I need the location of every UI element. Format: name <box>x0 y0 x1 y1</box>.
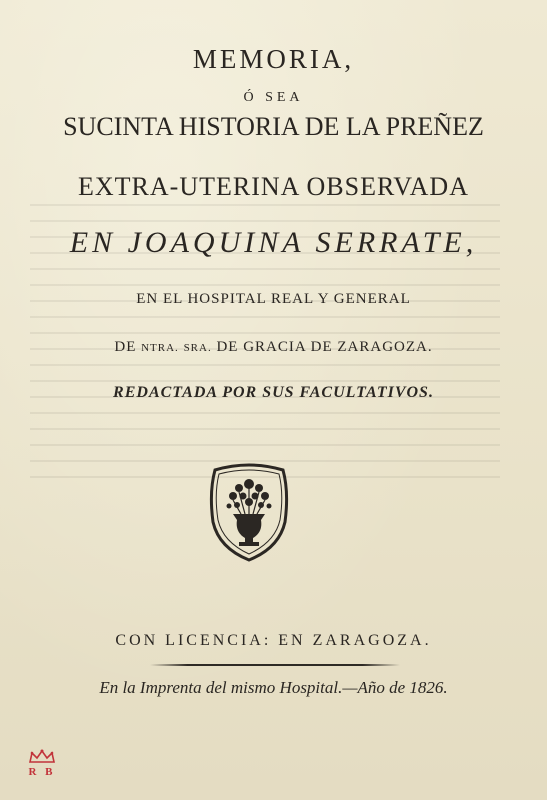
library-stamp <box>24 748 60 788</box>
abbr-sra: SRA. <box>183 342 212 354</box>
title-o-sea: Ó SEA <box>243 90 304 105</box>
title-memoria: MEMORIA, <box>192 44 355 74</box>
printer-line: En la Imprenta del mismo Hospital.—Año de 1826. <box>99 678 448 697</box>
flower-vase-emblem-icon <box>205 462 293 562</box>
title-sucinta-historia: SUCINTA HISTORIA DE LA PREÑEZ <box>63 112 484 141</box>
stamp-label: R B <box>28 766 56 778</box>
crown-icon <box>28 748 56 764</box>
abbr-ntra: NTRA. <box>141 342 179 354</box>
subtitle-authors: REDACTADA POR SUS FACULTATIVOS. <box>113 384 434 401</box>
title-extra-uterina: EXTRA-UTERINA OBSERVADA <box>78 172 469 201</box>
license-line: CON LICENCIA: EN ZARAGOZA. <box>115 632 432 649</box>
title-patient-name: EN JOAQUINA SERRATE, <box>69 226 478 259</box>
subtitle-hospital: EN EL HOSPITAL REAL Y GENERAL <box>136 291 411 307</box>
subtitle-location: DE NTRA. SRA. DE GRACIA DE ZARAGOZA. <box>114 339 433 355</box>
divider-rule <box>150 664 400 666</box>
